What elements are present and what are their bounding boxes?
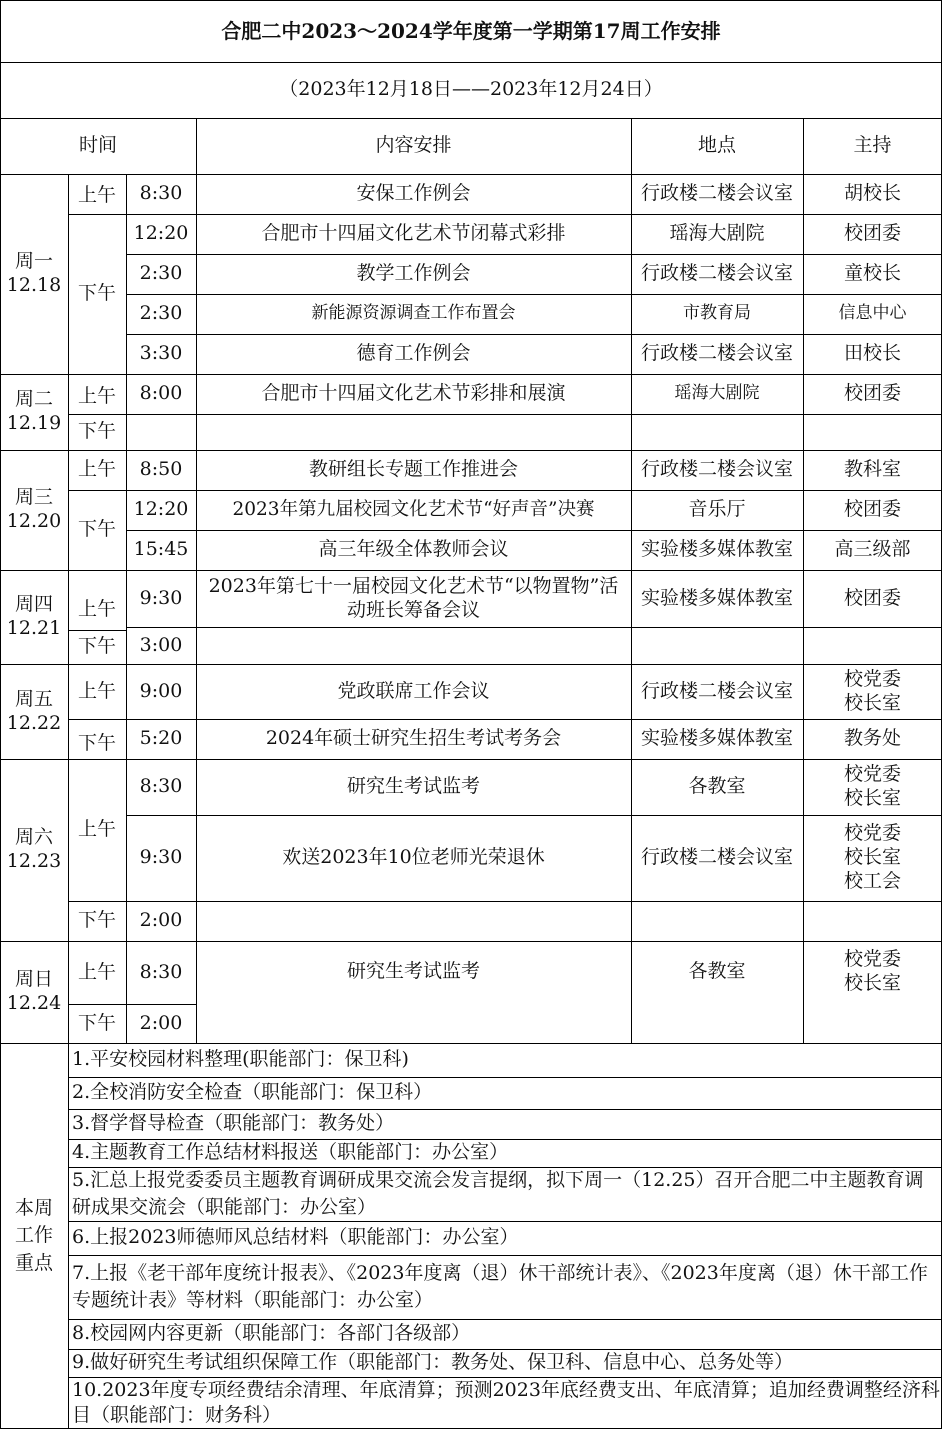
period-am: 上午	[77, 960, 116, 983]
event-content: 教研组长专题工作推进会	[308, 458, 518, 481]
grid-line	[68, 490, 126, 491]
grid-line	[0, 174, 942, 175]
grid-line	[68, 630, 126, 631]
grid-line	[0, 0, 942, 1]
grid-line	[68, 901, 126, 902]
event-location: 瑶海大剧院	[674, 383, 760, 404]
merged-exam-host: 校党委 校长室	[843, 948, 901, 994]
header-content: 内容安排	[375, 134, 452, 157]
event-location: 行政楼二楼会议室	[640, 262, 793, 285]
grid-line	[68, 1255, 942, 1256]
grid-line	[0, 941, 942, 942]
event-host: 田校长	[843, 342, 901, 365]
event-location: 行政楼二楼会议室	[640, 846, 793, 869]
grid-line	[68, 719, 126, 720]
grid-line	[68, 414, 126, 415]
grid-line	[803, 174, 804, 1043]
event-location: 市教育局	[683, 303, 751, 324]
day-label	[0, 450, 68, 570]
header-location: 地点	[697, 134, 736, 157]
grid-line	[0, 1043, 942, 1044]
grid-line	[68, 1139, 942, 1140]
focus-item: 5.汇总上报党委委员主题教育调研成果交流会发言提纲，拟下周一（12.25）召开合肥二中主题教育调研成果交流会（职能部门：办公室）	[72, 1169, 924, 1218]
day-date: 12.23	[6, 850, 62, 872]
event-host: 信息中心	[838, 303, 907, 324]
event-time: 12:20	[133, 222, 189, 245]
event-host: 校团委	[843, 382, 901, 405]
grid-line	[126, 815, 942, 816]
event-host: 教务处	[843, 727, 901, 750]
grid-line	[0, 570, 942, 571]
period-pm: 下午	[77, 732, 116, 755]
period-pm: 下午	[77, 909, 116, 932]
grid-line	[68, 174, 69, 1429]
grid-line	[68, 1221, 942, 1222]
event-content: 2023年第九届校园文化艺术节“好声音”决赛	[232, 499, 595, 521]
event-time: 2:30	[139, 302, 183, 325]
event-time: 3:30	[139, 342, 183, 365]
grid-line	[126, 530, 942, 531]
day-date: 12.24	[6, 992, 62, 1014]
grid-line	[0, 450, 942, 451]
focus-item: 4.主题教育工作总结材料报送（职能部门：办公室）	[72, 1141, 509, 1164]
event-host: 胡校长	[843, 182, 901, 205]
event-time: 8:30	[139, 775, 183, 798]
event-location: 行政楼二楼会议室	[640, 458, 793, 481]
day-date: 12.20	[6, 510, 62, 532]
day-label	[0, 174, 68, 374]
grid-line	[126, 490, 942, 491]
grid-line	[68, 1377, 942, 1378]
event-content: 德育工作例会	[356, 342, 471, 365]
period-am: 上午	[77, 679, 116, 702]
period-am: 上午	[77, 184, 116, 207]
event-time: 2:00	[139, 909, 183, 932]
day-label	[0, 374, 68, 450]
event-location: 各教室	[688, 775, 746, 798]
grid-line	[0, 0, 1, 1429]
grid-line	[68, 1077, 942, 1078]
event-time: 2:30	[139, 262, 183, 285]
event-content: 党政联席工作会议	[337, 679, 490, 702]
merged-exam-location: 各教室	[688, 960, 746, 983]
event-host: 校团委	[843, 586, 901, 609]
event-host: 校团委	[843, 498, 901, 521]
grid-line	[126, 627, 942, 628]
day-name: 周五	[14, 687, 53, 710]
event-host: 校党委 校长室	[843, 667, 901, 714]
day-date: 12.18	[6, 274, 62, 296]
focus-item: 10.2023年度专项经费结余清理、年底清算；预测2023年底经费支出、年底清算；追加经费调整经济科目（职能部门：财务科）	[72, 1379, 940, 1426]
event-content: 2023年第七十一届校园文化艺术节“以物置物”活动班长筹备会议	[208, 574, 619, 621]
header-time: 时间	[78, 134, 117, 157]
document-title: 合肥二中2023～2024学年度第一学期第17周工作安排	[221, 18, 721, 43]
grid-line	[631, 174, 632, 1043]
focus-item: 6.上报2023师德师风总结材料（职能部门：办公室）	[72, 1226, 519, 1249]
event-host: 校党委 校长室 校工会	[843, 822, 901, 892]
grid-line	[126, 214, 942, 215]
grid-line	[0, 62, 942, 63]
period-pm: 下午	[77, 420, 116, 443]
period-am: 上午	[77, 818, 116, 841]
event-time: 8:30	[139, 960, 183, 983]
event-content: 教学工作例会	[356, 262, 471, 285]
grid-line	[126, 254, 942, 255]
event-content: 安保工作例会	[356, 182, 471, 205]
grid-line	[68, 214, 126, 215]
grid-line	[68, 1109, 942, 1110]
event-time: 2:00	[139, 1011, 183, 1034]
event-location: 实验楼多媒体教室	[640, 538, 793, 561]
day-name: 周三	[14, 486, 53, 509]
event-location: 行政楼二楼会议室	[640, 679, 793, 702]
grid-line	[0, 118, 942, 119]
grid-line	[68, 1004, 126, 1005]
event-content: 合肥市十四届文化艺术节彩排和展演	[261, 382, 566, 405]
focus-label: 本周 工作 重点	[14, 1196, 53, 1274]
event-content: 欢送2023年10位老师光荣退休	[282, 846, 545, 869]
grid-line	[126, 174, 127, 1043]
focus-item: 9.做好研究生考试组织保障工作（职能部门：教务处、保卫科、信息中心、总务处等）	[72, 1351, 794, 1374]
grid-line	[68, 1319, 942, 1320]
header-host: 主持	[853, 134, 892, 157]
event-location: 音乐厅	[688, 498, 746, 521]
period-pm: 下午	[77, 635, 116, 658]
period-am: 上午	[77, 385, 116, 408]
event-time: 8:00	[139, 382, 183, 405]
grid-line	[0, 374, 942, 375]
grid-line	[0, 759, 942, 760]
grid-line	[126, 414, 942, 415]
event-time: 9:00	[139, 679, 183, 702]
event-time: 5:20	[139, 727, 183, 750]
merged-exam-content: 研究生考试监考	[346, 960, 480, 983]
period-pm: 下午	[77, 518, 116, 541]
event-location: 行政楼二楼会议室	[640, 182, 793, 205]
grid-line	[126, 294, 942, 295]
event-time: 9:30	[139, 586, 183, 609]
day-date: 12.19	[6, 412, 62, 434]
date-range: （2023年12月18日——2023年12月24日）	[279, 78, 663, 101]
event-location: 实验楼多媒体教室	[640, 586, 793, 609]
day-label	[0, 664, 68, 759]
day-label	[0, 941, 68, 1043]
event-content: 高三年级全体教师会议	[318, 538, 509, 561]
day-date: 12.21	[6, 617, 62, 639]
grid-line	[803, 118, 804, 174]
period-am: 上午	[77, 598, 116, 621]
day-name: 周六	[14, 826, 53, 849]
event-time: 9:30	[139, 846, 183, 869]
grid-line	[126, 334, 942, 335]
period-pm: 下午	[77, 1011, 116, 1034]
focus-item: 8.校园网内容更新（职能部门：各部门各级部）	[72, 1322, 471, 1345]
period-am: 上午	[77, 458, 116, 481]
event-host: 校团委	[843, 222, 901, 245]
day-name: 周日	[14, 968, 53, 991]
focus-item: 1.平安校园材料整理(职能部门：保卫科)	[72, 1048, 409, 1071]
period-pm: 下午	[77, 282, 116, 305]
event-host: 教科室	[843, 458, 901, 481]
event-location: 实验楼多媒体教室	[640, 727, 793, 750]
grid-line	[196, 118, 197, 174]
grid-line	[68, 1167, 942, 1168]
event-time: 3:00	[139, 633, 183, 656]
focus-item: 3.督学督导检查（职能部门：教务处）	[72, 1112, 395, 1135]
event-host: 童校长	[843, 262, 901, 285]
grid-line	[126, 1004, 196, 1005]
grid-line	[68, 1349, 942, 1350]
grid-line	[126, 719, 942, 720]
event-host: 校党委 校长室	[843, 763, 901, 809]
grid-line	[196, 174, 197, 1043]
event-content: 合肥市十四届文化艺术节闭幕式彩排	[261, 222, 566, 245]
event-location: 瑶海大剧院	[669, 222, 765, 245]
day-name: 周一	[14, 250, 53, 273]
event-host: 高三级部	[834, 538, 911, 561]
grid-line	[631, 118, 632, 174]
day-name: 周四	[14, 593, 53, 616]
event-location: 行政楼二楼会议室	[640, 342, 793, 365]
day-label	[0, 570, 68, 664]
event-content: 2024年硕士研究生招生考试考务会	[265, 727, 562, 750]
event-content: 新能源资源调查工作布置会	[311, 303, 516, 324]
day-date: 12.22	[6, 711, 62, 734]
event-time: 8:50	[139, 458, 183, 481]
event-time: 12:20	[133, 498, 189, 521]
grid-line	[126, 901, 942, 902]
event-content: 研究生考试监考	[346, 775, 480, 798]
grid-line	[0, 664, 942, 665]
day-name: 周二	[14, 388, 53, 411]
event-time: 15:45	[133, 538, 189, 561]
day-label	[0, 759, 68, 941]
focus-item: 7.上报《老干部年度统计报表》、《2023年度离（退）休干部统计表》、《2023年度离（退）休干部工作专题统计表》等材料（职能部门：办公室）	[72, 1262, 928, 1311]
event-time: 8:30	[139, 182, 183, 205]
focus-item: 2.全校消防安全检查（职能部门：保卫科）	[72, 1081, 433, 1104]
